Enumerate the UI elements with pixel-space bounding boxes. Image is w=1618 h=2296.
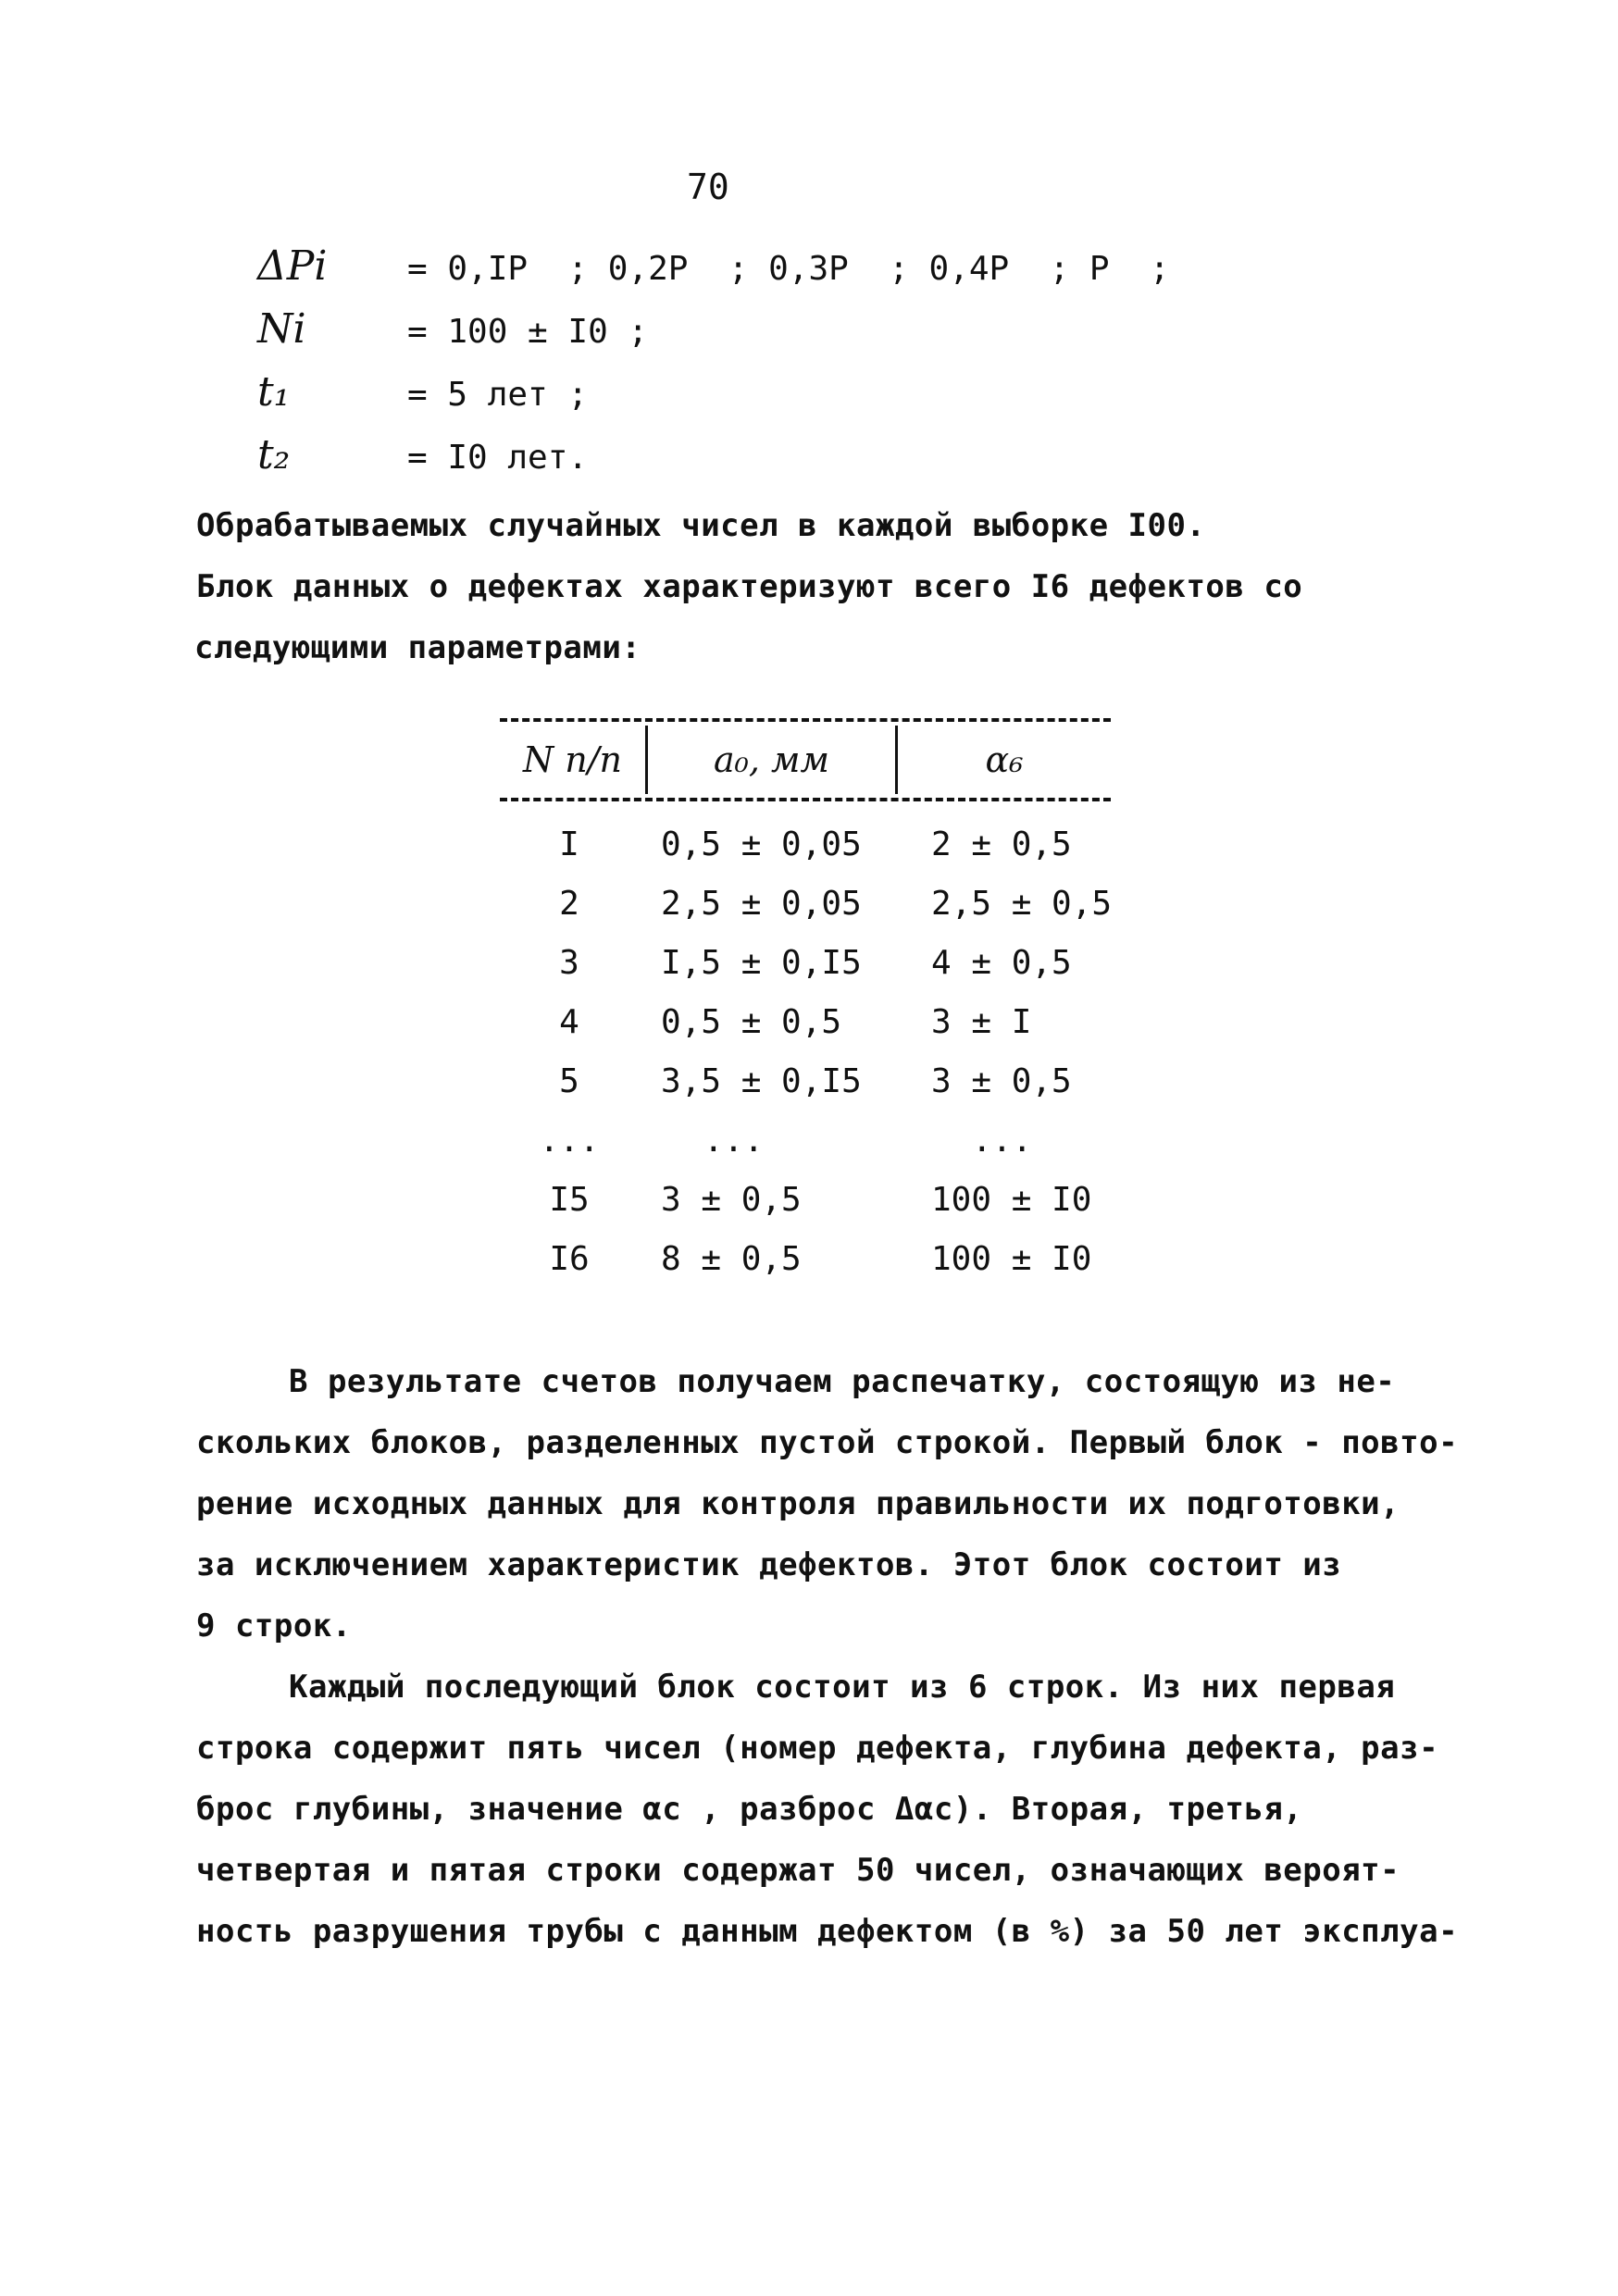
text-line: следующими параметрами:	[194, 629, 641, 666]
cell-number: I5	[549, 1180, 590, 1219]
text-line: Каждый последующий блок состоит из 6 строк. Из них первая	[289, 1669, 1396, 1706]
table-row	[500, 992, 1111, 1051]
text-line: ность разрушения трубы с данным дефектом (в %) за 50 лет эксплуа-	[196, 1913, 1459, 1950]
table-row	[500, 933, 1111, 992]
table-row	[500, 874, 1111, 933]
parameter-value: = 5 лет ;	[407, 376, 589, 414]
cell-depth: I,5 ± 0,I5	[661, 943, 862, 982]
paragraph-blocks	[196, 1657, 1459, 1962]
text-line: Блок данных о дефектах характеризуют всего I6 дефектов со	[196, 568, 1303, 605]
parameter-row	[250, 242, 1170, 305]
table-row	[500, 1229, 1111, 1288]
column-header-number: N п/п	[500, 726, 648, 794]
table-row	[500, 814, 1111, 874]
cell-number: 5	[559, 1061, 579, 1100]
parameter-symbol: Ni	[257, 305, 306, 353]
cell-alpha: 2 ± 0,5	[931, 825, 1072, 863]
parameter-row	[250, 431, 1170, 494]
cell-depth: 0,5 ± 0,05	[661, 825, 862, 863]
cell-depth: 8 ± 0,5	[661, 1239, 802, 1278]
cell-depth: ...	[703, 1121, 765, 1160]
cell-depth: 3 ± 0,5	[661, 1180, 802, 1219]
cell-alpha: 4 ± 0,5	[931, 943, 1072, 982]
column-header-alpha: α₆	[985, 739, 1024, 780]
cell-alpha: ...	[972, 1121, 1033, 1160]
text-line: за исключением характеристик дефектов. Этот блок состоит из	[196, 1546, 1342, 1583]
cell-depth: 0,5 ± 0,5	[661, 1002, 842, 1041]
text-line: скольких блоков, разделенных пустой строкой. Первый блок - повто-	[196, 1424, 1459, 1461]
parameter-symbol: ΔPi	[257, 242, 328, 290]
table-row	[500, 1051, 1111, 1111]
cell-number: 3	[559, 943, 579, 982]
parameter-row	[250, 305, 1170, 368]
paragraph-sample	[196, 495, 1437, 678]
cell-number: I6	[549, 1239, 590, 1278]
parameter-value: = 100 ± I0 ;	[407, 313, 649, 351]
table-row	[500, 1170, 1111, 1229]
text-line: В результате счетов получаем распечатку, состоящую из не-	[289, 1363, 1396, 1400]
parameter-symbol: t₂	[257, 431, 291, 478]
text-line: 9 строк.	[196, 1607, 352, 1644]
cell-alpha: 100 ± I0	[931, 1239, 1092, 1278]
table-header	[500, 718, 1111, 801]
text-line: Обрабатываемых случайных чисел в каждой выборке I00.	[196, 507, 1206, 544]
cell-alpha: 2,5 ± 0,5	[931, 884, 1113, 923]
cell-depth: 2,5 ± 0,05	[661, 884, 862, 923]
text-line: рение исходных данных для контроля правильности их подготовки,	[196, 1485, 1400, 1522]
table-body	[500, 801, 1111, 1288]
parameter-value: = I0 лет.	[407, 439, 589, 477]
cell-number: I	[559, 825, 579, 863]
cell-number: 2	[559, 884, 579, 923]
page-number: 70	[687, 167, 729, 207]
cell-alpha: 100 ± I0	[931, 1180, 1092, 1219]
cell-number: 4	[559, 1002, 579, 1041]
paragraph-result	[196, 1351, 1459, 1657]
parameter-row	[250, 368, 1170, 431]
cell-alpha: 3 ± I	[931, 1002, 1032, 1041]
cell-number: ...	[539, 1121, 600, 1160]
defect-table	[500, 718, 1111, 1288]
text-line: четвертая и пятая строки содержат 50 чисел, означающих вероят-	[196, 1852, 1400, 1889]
text-line: строка содержит пять чисел (номер дефекта, глубина дефекта, раз-	[196, 1730, 1439, 1767]
text-line: брос глубины, значение αc , разброс Δαc). Вторая, третья,	[196, 1791, 1303, 1828]
cell-depth: 3,5 ± 0,I5	[661, 1061, 862, 1100]
table-row-ellipsis	[500, 1111, 1111, 1170]
column-header-depth: a₀, мм	[648, 726, 898, 794]
parameter-symbol: t₁	[257, 368, 291, 416]
parameter-value: = 0,IP ; 0,2P ; 0,3P ; 0,4P ; P ;	[407, 250, 1170, 288]
cell-alpha: 3 ± 0,5	[931, 1061, 1072, 1100]
parameter-list	[250, 242, 1170, 494]
